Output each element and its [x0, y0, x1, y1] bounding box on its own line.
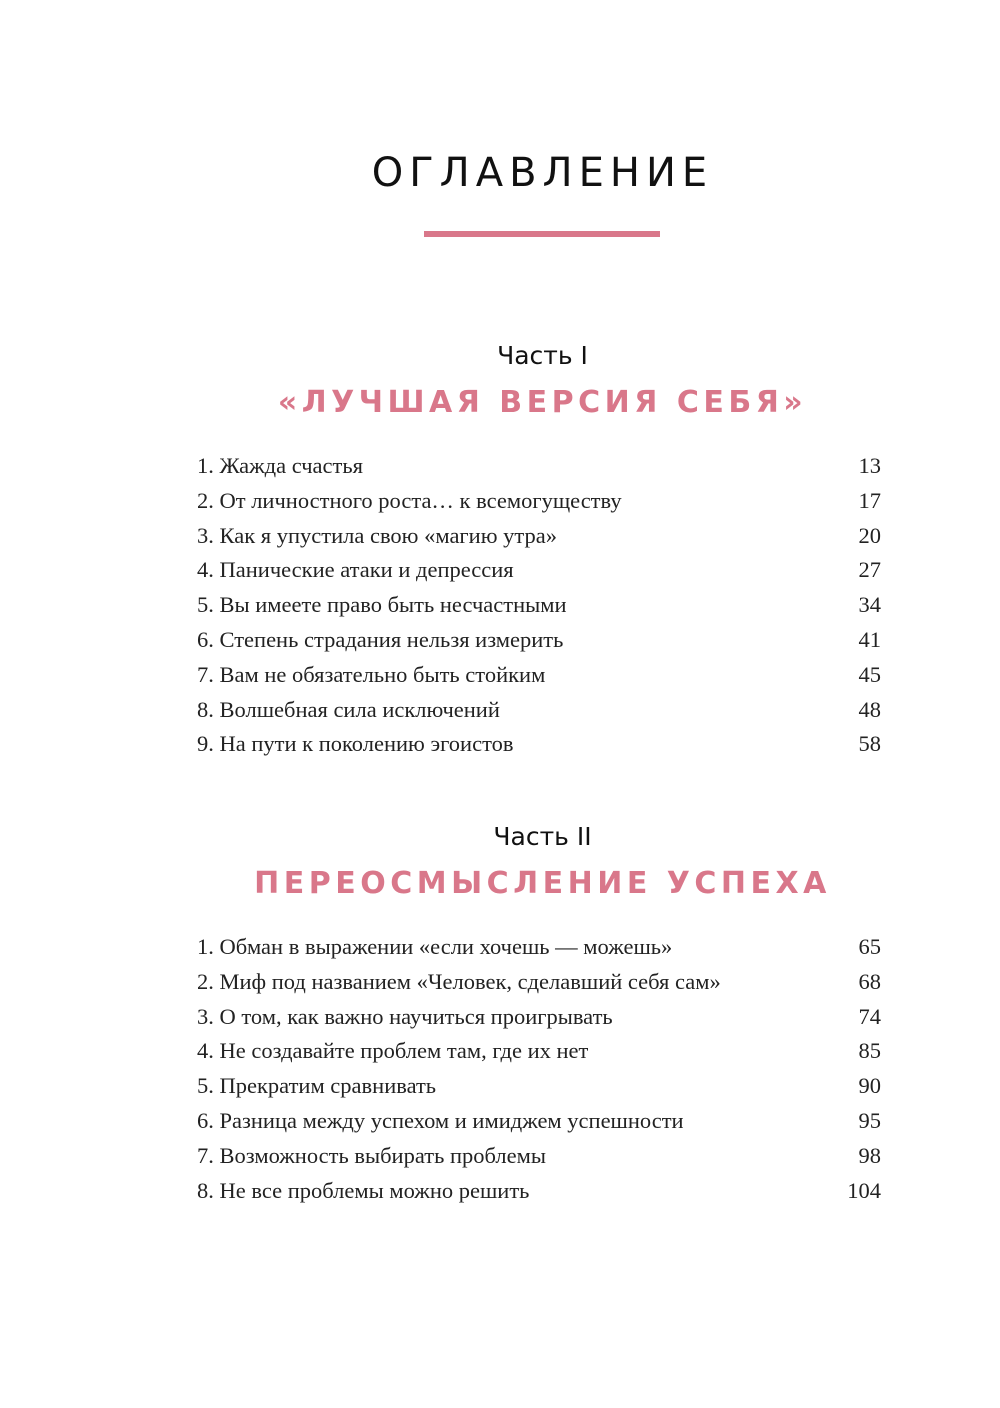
toc-entry-page: 27 [858, 557, 881, 583]
toc-entry-title: 8. Не все проблемы можно решить [197, 1177, 530, 1203]
title-underline [424, 231, 660, 237]
toc-entry-page: 58 [858, 731, 881, 757]
toc-entry-page: 65 [858, 934, 881, 959]
toc-entry-title: 4. Панические атаки и депрессия [197, 557, 514, 583]
part-1-chapter-list [197, 449, 881, 762]
toc-entry-page: 104 [847, 1177, 881, 1203]
toc-entry[interactable] [197, 930, 881, 965]
toc-entry-page: 20 [858, 522, 881, 548]
toc-entry-title: 1. Обман в выражении «если хочешь — можешь» [197, 934, 673, 959]
toc-entry-page: 41 [858, 626, 881, 652]
toc-entry[interactable] [197, 965, 881, 1000]
toc-entry-page: 13 [858, 453, 881, 478]
toc-entry[interactable] [197, 484, 881, 519]
toc-entry-title: 4. Не создавайте проблем там, где их нет [197, 1038, 589, 1064]
toc-entry-title: 2. Миф под названием «Человек, сделавший себя сам» [197, 968, 721, 994]
part-1-label: Часть I [497, 341, 588, 370]
toc-entry-page: 98 [858, 1142, 881, 1168]
toc-entry[interactable] [197, 1139, 881, 1174]
toc-entry-page: 74 [858, 1003, 881, 1029]
part-2-chapter-list [197, 930, 881, 1208]
toc-entry-title: 7. Возможность выбирать проблемы [197, 1142, 546, 1168]
toc-entry-title: 6. Степень страдания нельзя измерить [197, 626, 564, 652]
part-2-title: ПЕРЕОСМЫСЛЕНИЕ УСПЕХА [254, 866, 831, 901]
toc-entry-page: 45 [858, 661, 881, 687]
toc-entry[interactable] [197, 1174, 881, 1209]
part-2-label: Часть II [493, 822, 592, 851]
toc-entry-title: 7. Вам не обязательно быть стойким [197, 661, 546, 687]
toc-entry[interactable] [197, 693, 881, 728]
toc-entry-title: 5. Прекратим сравнивать [197, 1073, 437, 1099]
toc-entry-title: 1. Жажда счастья [197, 453, 363, 478]
toc-entry[interactable] [197, 623, 881, 658]
page-title: ОГЛАВЛЕНИЕ [371, 150, 714, 196]
part-1-title: «ЛУЧШАЯ ВЕРСИЯ СЕБЯ» [277, 385, 808, 420]
toc-entry[interactable] [197, 553, 881, 588]
toc-entry-page: 95 [858, 1107, 881, 1133]
toc-entry[interactable] [197, 658, 881, 693]
toc-entry-title: 2. От личностного роста… к всемогуществу [197, 487, 622, 513]
toc-entry-title: 6. Разница между успехом и имиджем успешности [197, 1107, 684, 1133]
toc-entry-page: 17 [858, 487, 881, 513]
toc-entry-title: 8. Волшебная сила исключений [197, 696, 500, 722]
toc-entry[interactable] [197, 1034, 881, 1069]
toc-entry-page: 48 [858, 696, 881, 722]
toc-entry[interactable] [197, 1069, 881, 1104]
toc-entry[interactable] [197, 519, 881, 554]
toc-entry[interactable] [197, 449, 881, 484]
toc-entry-page: 85 [858, 1038, 881, 1064]
toc-entry[interactable] [197, 727, 881, 762]
toc-entry-title: 5. Вы имеете право быть несчастными [197, 592, 567, 618]
toc-entry[interactable] [197, 1104, 881, 1139]
toc-entry-title: 9. На пути к поколению эгоистов [197, 731, 514, 757]
toc-entry-title: 3. О том, как важно научиться проигрывать [197, 1003, 613, 1029]
toc-entry-title: 3. Как я упустила свою «магию утра» [197, 522, 557, 548]
toc-entry-page: 34 [858, 592, 881, 618]
toc-entry[interactable] [197, 1000, 881, 1035]
toc-entry[interactable] [197, 588, 881, 623]
toc-entry-page: 68 [858, 968, 881, 994]
toc-entry-page: 90 [858, 1073, 881, 1099]
